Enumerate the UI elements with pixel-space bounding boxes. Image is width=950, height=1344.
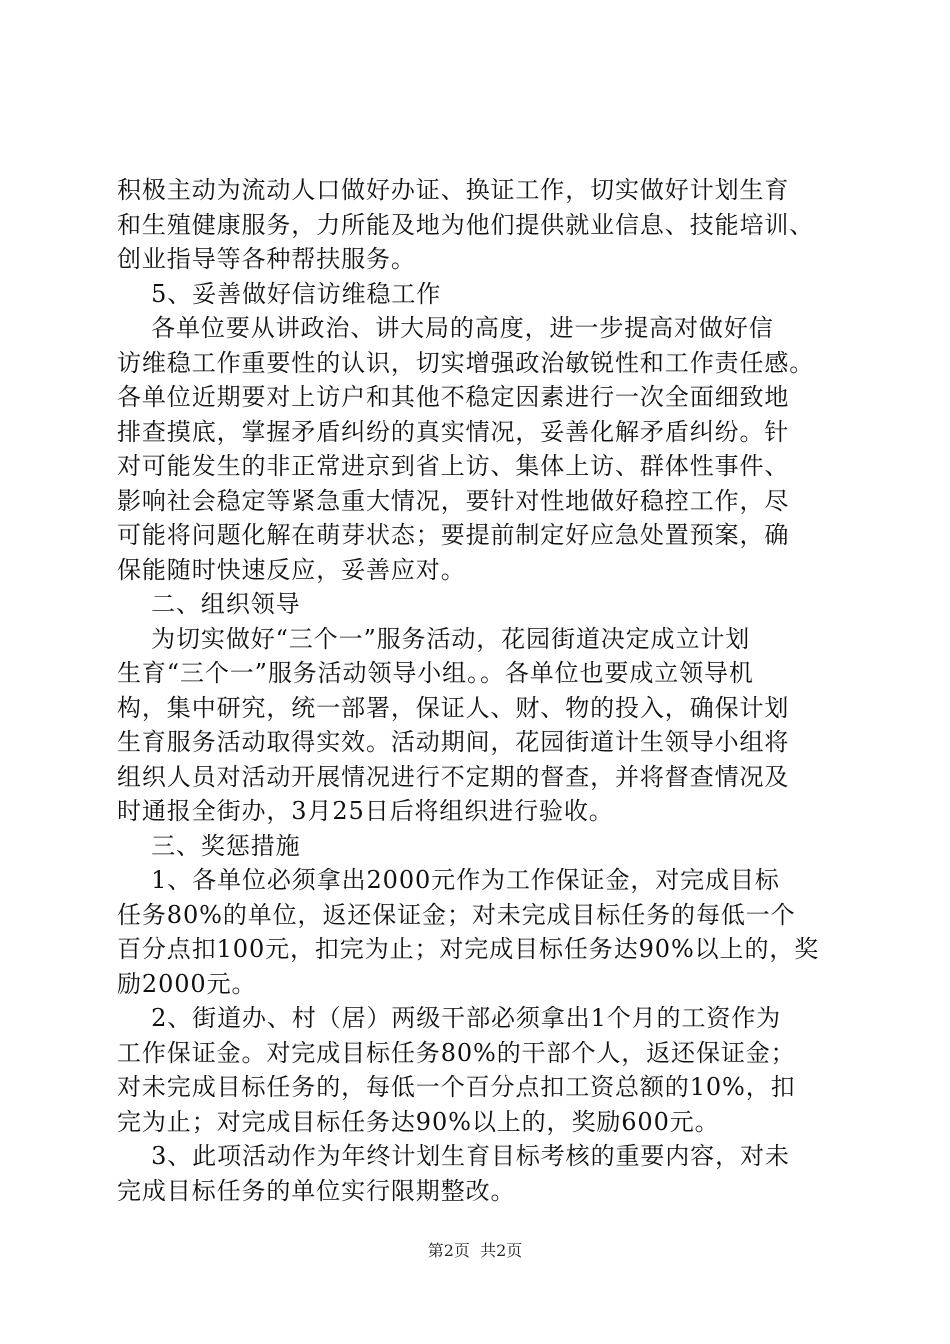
section-heading: 二、组织领导 xyxy=(117,590,301,618)
text-line: 任务80%的单位，返还保证金；对未完成目标任务的每低一个 xyxy=(117,900,796,929)
text-line: 百分点扣100元，扣完为止；对完成目标任务达90%以上的，奖 xyxy=(117,935,820,963)
document-body xyxy=(117,173,837,1208)
text-line: 构，集中研究，统一部署，保证人、财、物的投入，确保计划 xyxy=(117,693,790,722)
page-number-footer: 第2页 共2页 xyxy=(427,1241,523,1260)
text-line: 和生殖健康服务，力所能及地为他们提供就业信息、技能培训、 xyxy=(117,210,815,239)
text-line: 保能随时快速反应，妥善应对。 xyxy=(117,555,466,584)
text-line: 可能将问题化解在萌芽状态；要提前制定好应急处置预案，确 xyxy=(117,521,790,549)
text-line: 组织人员对活动开展情况进行不定期的督查，并将督查情况及 xyxy=(117,762,790,791)
text-line: 创业指导等各种帮扶服务。 xyxy=(117,245,416,273)
text-line: 1、各单位必须拿出2000元作为工作保证金，对完成目标 xyxy=(117,866,780,894)
text-line: 积极主动为流动人口做好办证、换证工作，切实做好计划生育 xyxy=(117,176,790,204)
text-line: 各单位近期要对上访户和其他不稳定因素进行一次全面细致地 xyxy=(117,383,790,411)
text-line: 时通报全街办，3月25日后将组织进行验收。 xyxy=(117,797,614,825)
text-line: 影响社会稳定等紧急重大情况，要针对性地做好稳控工作，尽 xyxy=(117,486,790,515)
text-line: 对未完成目标任务的，每低一个百分点扣工资总额的10%，扣 xyxy=(117,1073,796,1101)
text-line: 工作保证金。对完成目标任务80%的干部个人，返还保证金； xyxy=(117,1038,796,1067)
text-line: 排查摸底，掌握矛盾纠纷的真实情况，妥善化解矛盾纠纷。针 xyxy=(117,417,790,446)
text-line: 生育服务活动取得实效。活动期间，花园街道计生领导小组将 xyxy=(117,728,790,756)
text-line: 生育“三个一”服务活动领导小组。。各单位也要成立领导机 xyxy=(117,659,754,687)
text-line: 访维稳工作重要性的认识，切实增强政治敏锐性和工作责任感。 xyxy=(117,348,815,377)
text-line: 各单位要从讲政治、讲大局的高度，进一步提高对做好信 xyxy=(117,314,774,342)
text-line: 2、街道办、村（居）两级干部必须拿出1个月的工资作为 xyxy=(117,1004,782,1032)
text-line: 励2000元。 xyxy=(117,969,257,998)
section-heading: 三、奖惩措施 xyxy=(117,831,301,860)
text-line: 完成目标任务的单位实行限期整改。 xyxy=(117,1176,516,1205)
text-line: 对可能发生的非正常进京到省上访、集体上访、群体性事件、 xyxy=(117,452,790,480)
text-line: 为切实做好“三个一”服务活动，花园街道决定成立计划 xyxy=(117,624,751,653)
section-heading: 5、妥善做好信访维稳工作 xyxy=(117,279,442,308)
text-line: 完为止；对完成目标任务达90%以上的，奖励600元。 xyxy=(117,1107,720,1136)
text-line: 3、此项活动作为年终计划生育目标考核的重要内容，对未 xyxy=(117,1142,790,1170)
